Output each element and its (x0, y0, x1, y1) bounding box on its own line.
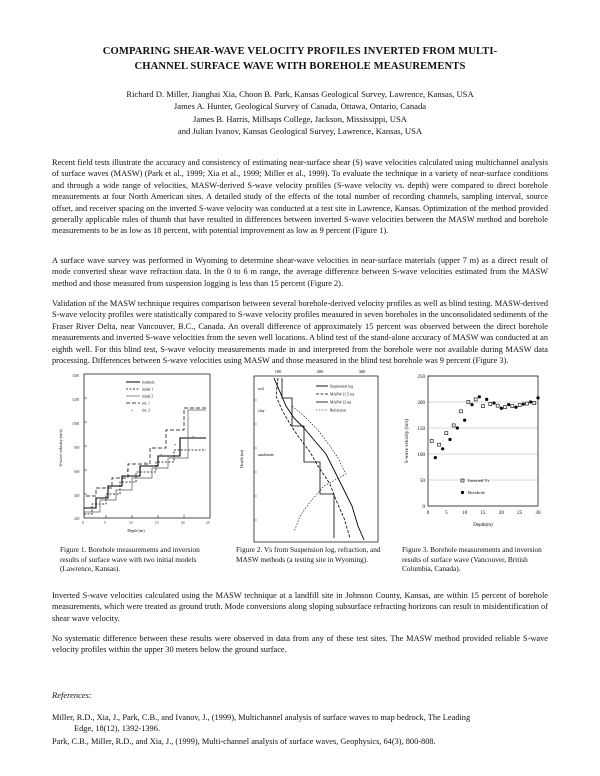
figure-3-legend-borehole-marker (461, 491, 464, 494)
references-heading: References: (52, 690, 92, 700)
figure-3-borehole-point (434, 456, 437, 459)
svg-text:+: + (131, 408, 134, 413)
paragraph-4: Inverted S-wave velocities calculated using the MASW technique at a landfill site in Johnson County, Kansas, are within 15 percent of borehole measurements, which were treated as ground truth. Mode conversions along sloping subsurface refracting horizons can result in misidentification of shear wave velocity. (52, 591, 548, 623)
figure-3-borehole-point (536, 396, 539, 399)
figure-3-borehole-point (500, 407, 503, 410)
figure-2-y-label: Depth (m) (239, 449, 244, 469)
paragraph-3: Validation of the MASW technique requires comparison between several borehole-derived velocity profiles as well as blind testing. MASW-derived S-wave velocity profiles were statistically compared to S-wave velocity profiles measured in seven boreholes in the unconsolidated sediments of the Fraser River Delta, near Vancouver, B.C., Canada. An overall difference of approximately 15 percent was observed between the direct borehole measurements and inverted S-wave velocities from the seven well locations. A blind test of the stand-alone accuracy of MASW was conducted at an eighth well. For this blind test, S-wave velocity measurements made in and interpreted from the borehole were not available during MASW data processing. Differences between S-wave velocities using MASW and those measured in the blind test borehole was 9 percent (Figure 3). (52, 299, 548, 366)
svg-text:600: 600 (74, 470, 80, 474)
figure-1-caption: Figure 1. Borehole measurements and inversion results of surface wave with two initial models (Lawrence, Kansas). (60, 545, 200, 574)
figure-2-top-tick: 300 (358, 369, 366, 374)
author-line: James A. Hunter, Geological Survey of Canada, Ottawa, Ontario, Canada (173, 101, 427, 112)
figure-3-borehole-point (492, 401, 495, 404)
figure-3-borehole-point (529, 400, 532, 403)
paragraph-1: Recent field tests illustrate the accuracy and consistency of estimating near-surface shear (S) wave velocities calculated using multichannel analysis of surface waves (MASW) (Park et al., 1999; Xia et al., 1999; Miller et al., 1999). To evaluate the technique in a variety of near-surface conditions and through a wide range of velocities, MASW-derived S-wave velocity profiles (S-wave velocity vs. depth) were compared to direct borehole measurements at four North American sites. A detailed study of the effects of the total number of recording channels, sampling interval, source offset, and receiver spacing on the inverted S-wave velocity was conducted at a test site in Lawrence, Kansas. Optimization of the method provided generally applicable rules of thumb that have resulted in differences between inverted S-wave velocities between the MASW method and borehole measurements to be as low as 18 percent, with potential improvement as low as 9 percent (Figure 1). (52, 158, 548, 236)
paragraph-2: A surface wave survey was performed in Wyoming to determine shear-wave velocities in near-surface materials (upper 7 m) as a direct result of mode converted shear wave refraction data. In the 0 to 6 m range, the average difference between S-wave velocities estimated from the MASW method and those measured from suspension logging is less than 15 percent (Figure 2). (52, 256, 548, 288)
figure-3-y-label: S-wave velocity (m/s) (405, 418, 410, 464)
svg-text:+: + (126, 468, 129, 473)
figure-3-y-tick-label: 150 (417, 426, 425, 432)
figure-3-borehole-point (456, 426, 459, 429)
figure-3-legend-borehole: Borehole (468, 490, 485, 495)
figure-3-x-tick-label: 0 (426, 511, 430, 516)
svg-text:1000: 1000 (72, 422, 80, 426)
figure-3-borehole-point (478, 395, 481, 398)
figure-1-legend-entry: initial 2 (142, 394, 154, 399)
figure-2-top-tick: 200 (316, 369, 324, 374)
figure-2-top-tick: 100 (274, 369, 282, 374)
title-line-1: COMPARING SHEAR-WAVE VELOCITY PROFILES INVERTED FROM MULTI- (102, 46, 498, 57)
figure-1-y-label: S-wave velocity (m/s) (58, 429, 63, 467)
figure-3-x-tick-label: 20 (498, 511, 504, 516)
svg-text:200: 200 (74, 517, 80, 521)
figure-2-chart (234, 366, 384, 544)
figure-2-caption: Figure 2. Vs from Suspension log, refraction, and MASW methods (a testing site in Wyoming). (236, 545, 381, 564)
figure-3-borehole-point (514, 406, 517, 409)
figure-1-legend-entry: borehole (142, 380, 155, 385)
figure-2-legend-entry: MASW (1.5 m) (330, 392, 354, 397)
figure-3-x-tick-label: 5 (445, 511, 448, 516)
figure-3-borehole-point (522, 402, 525, 405)
figure-3-y-tick-label: 250 (417, 374, 425, 380)
figure-1-legend-entry: inv. 2 (142, 408, 150, 413)
figure-3-borehole-point (485, 398, 488, 401)
figure-3-borehole-point (463, 419, 466, 422)
figure-3-x-label: Depth(m) (473, 523, 493, 528)
author-line: Richard D. Miller, Jianghai Xia, Choon B. Park, Kansas Geological Survey, Lawrence, Kansas, USA (126, 89, 474, 99)
figure-3-y-tick-label: 50 (420, 478, 425, 484)
figure-3-borehole-point (507, 403, 510, 406)
svg-text:25: 25 (206, 521, 210, 525)
reference-1-line-2: Edge, 18(12), 1392-1396. (74, 724, 160, 734)
svg-text:1200: 1200 (72, 398, 80, 402)
figure-3-legend-inverted: Inverted Vs (468, 478, 490, 483)
paragraph-5: No systematic difference between these results were observed in data from any of these test sites. The MASW method provided reliable S-wave velocity profiles within the upper 30 meters below the ground surface. (52, 634, 548, 655)
svg-text:+: + (160, 452, 163, 457)
figure-3-chart (398, 370, 548, 532)
svg-text:+: + (144, 460, 147, 465)
figure-3-y-tick-label: 100 (417, 452, 425, 458)
figure-2-layer-label: clay (258, 408, 265, 413)
reference-1-line-1: Miller, R.D., Xia, J., Park, C.B., and Ivanov, J., (1999), Multichannel analysis of surface waves to map bedrock, The Leading (52, 713, 471, 722)
figure-1-chart (56, 368, 216, 538)
svg-text:10: 10 (129, 521, 133, 525)
svg-text:1400: 1400 (72, 374, 80, 378)
figure-3-caption: Figure 3. Borehole measurements and inversion results of surface wave (Vancouver, British Columbia, Canada). (402, 545, 542, 574)
author-line: and Julian Ivanov, Kansas Geological Survey, Lawrence, Kansas, USA (177, 126, 423, 137)
figure-2-layer-label: sandstone (258, 452, 274, 457)
svg-text:15: 15 (155, 521, 159, 525)
svg-text:20: 20 (181, 521, 185, 525)
svg-text:5: 5 (104, 521, 106, 525)
figure-3-borehole-point (470, 403, 473, 406)
figure-3-x-tick-label: 15 (480, 511, 486, 516)
figure-3-x-tick-label: 25 (517, 511, 523, 516)
svg-text:800: 800 (74, 446, 80, 450)
figure-3-borehole-point (448, 438, 451, 441)
svg-text:+: + (192, 434, 195, 439)
figure-2-legend-entry: Refraction (330, 408, 347, 413)
reference-2: Park, C.B., Miller, R.D., and Xia, J., (1999), Multi-channel analysis of surface waves, Geophysics, 64(3), 800-808. (52, 737, 436, 746)
author-block (60, 88, 540, 138)
svg-text:400: 400 (74, 494, 80, 498)
reference-1 (52, 712, 548, 735)
svg-text:+: + (174, 442, 177, 447)
figure-3-x-tick-label: 10 (462, 511, 468, 516)
figure-2-legend-entry: MASW (3 m) (330, 400, 352, 405)
figure-1-legend-entry: inv. 1 (142, 401, 150, 406)
figure-3-y-tick-label: 0 (422, 504, 425, 510)
paper-title (60, 44, 540, 74)
figure-3-y-tick-label: 200 (417, 400, 425, 406)
figure-2-legend-entry: Suspension log (330, 384, 354, 389)
svg-text:0: 0 (82, 521, 84, 525)
title-line-2: CHANNEL SURFACE WAVE WITH BOREHOLE MEASUREMENTS (134, 61, 466, 72)
author-line: James B. Harris, Millsaps College, Jackson, Mississippi, USA (193, 113, 407, 124)
figure-2-layer-label: soil (258, 386, 264, 391)
figure-3-borehole-point (441, 447, 444, 450)
figure-1-legend-entry: initial 1 (142, 387, 154, 392)
figure-1-x-label: Depth (m) (127, 528, 145, 533)
figure-3-x-tick-label: 30 (535, 511, 541, 516)
